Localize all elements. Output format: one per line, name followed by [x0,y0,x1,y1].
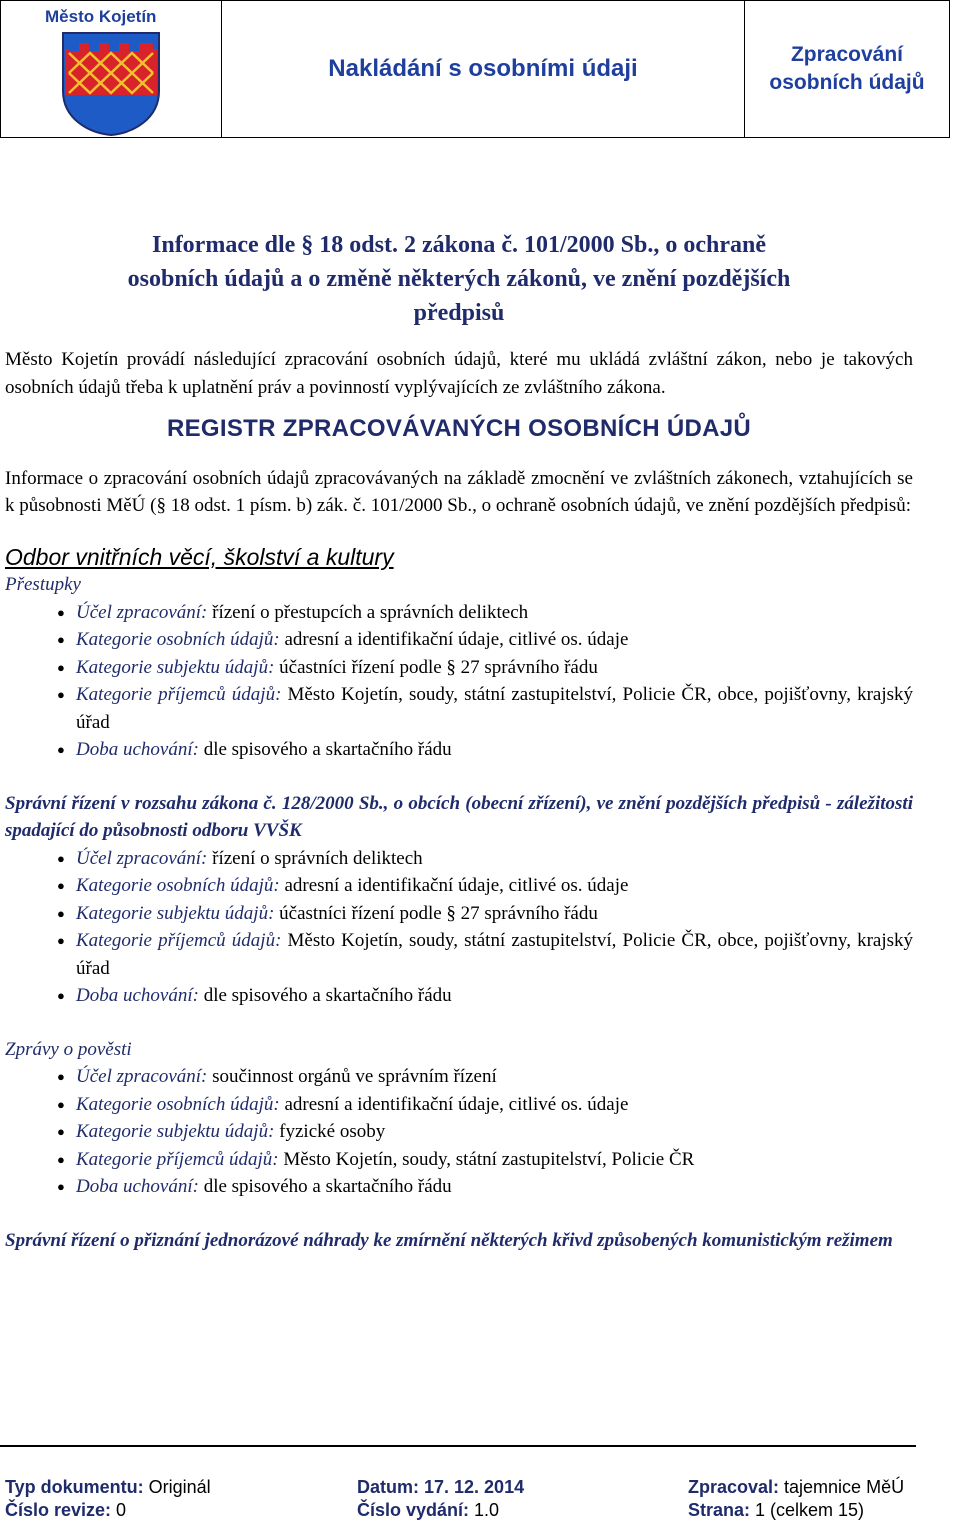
list-item [5,1091,913,1119]
registry-heading: REGISTR ZPRACOVÁVANÝCH OSOBNÍCH ÚDAJŮ [166,415,752,442]
section-spravni-rizeni [5,790,913,1010]
footer-col-middle [357,1476,524,1522]
list-item [5,1146,913,1174]
section-title: Správní řízení v rozsahu zákona č. 128/2000 Sb., o obcích (obecní zřízení), ve znění pozdějších předpisů - záležitosti spadající do působnosti odboru VVŠK [5,792,913,841]
bullet-icon: ● [57,687,65,702]
registry-info-paragraph: Informace o zpracování osobních údajů zpracovávaných na základě zmocnění ve zvláštních zákonech, vztahujících se k působnosti MěÚ (§ 18 odst. 1 písm. b) zák. č. 101/2000 Sb., o ochraně osobních údajů, ve znění pozdějších předpisů: [5,467,913,516]
header-right-line2: osobních údajů [769,71,925,94]
footer-page-value: 1 (celkem 15) [750,1500,865,1520]
document-header [0,0,950,138]
item-label: Kategorie osobních údajů: [76,1093,280,1115]
list-item [5,654,913,682]
item-label: Kategorie příjemců údajů: [76,684,282,705]
footer-col-left [5,1476,211,1522]
section-items [5,845,913,1010]
footer-col-right [688,1476,904,1522]
list-item [5,845,913,873]
header-title-cell [222,1,745,137]
item-label: Doba uchování: [76,739,199,760]
bullet-icon: ● [57,1069,65,1084]
footer-type-value: Originál [143,1477,211,1497]
list-item [5,681,913,736]
item-label: Účel zpracování: [76,847,208,869]
footer-processed-label: Zpracoval: [688,1477,780,1497]
item-label: Kategorie osobních údajů: [76,875,280,896]
department-heading: Odbor vnitřních věcí, školství a kultury [5,543,394,570]
document-title [5,228,913,330]
bullet-icon: ● [57,1096,65,1112]
bullet-icon: ● [57,1124,65,1139]
item-value: Město Kojetín, soudy, státní zastupitelství, Policie ČR [278,1148,695,1170]
list-item [5,900,913,928]
item-label: Účel zpracování: [76,1066,208,1087]
document-title-line: osobních údajů a o změně některých zákonů, ve znění pozdějších [127,266,791,292]
item-value: dle spisového a skartačního řádu [198,739,452,760]
section-zpravy-o-povesti [5,1036,913,1201]
item-label: Doba uchování: [76,985,199,1006]
item-value: řízení o přestupcích a správních deliktech [207,601,529,623]
item-value: Město Kojetín, soudy, státní zastupitelství, Policie ČR, obce, pojišťovny, krajský úřad [76,684,914,733]
footer-issue-label: Číslo vydání: [357,1500,470,1520]
section-prestupky [5,571,913,764]
bullet-icon: ● [57,905,65,921]
section-title: Přestupky [5,574,81,595]
item-value: řízení o správních deliktech [207,847,423,869]
list-item [5,599,913,627]
item-label: Kategorie příjemců údajů: [76,930,282,951]
list-item [5,927,913,982]
document-title-line: Informace dle § 18 odst. 2 zákona č. 101/2000 Sb., o ochraně [152,232,766,258]
header-right-title [769,41,924,97]
item-value: adresní a identifikační údaje, citlivé os. údaje [279,1093,629,1115]
footer-divider [0,1445,916,1447]
footer-processed-value: tajemnice MěÚ [779,1477,905,1497]
item-label: Kategorie subjektu údajů: [76,656,275,678]
bullet-icon: ● [57,632,65,647]
coat-of-arms-icon [61,31,161,137]
footer-issue-value: 1.0 [469,1500,500,1520]
town-name: Město Kojetín [45,7,157,26]
list-item [5,1063,913,1091]
header-right-line1: Zpracování [790,43,904,66]
item-value: součinnost orgánů ve správním řízení [207,1066,497,1087]
bullet-icon: ● [57,604,65,620]
footer-date-label: Datum: [357,1477,419,1497]
document-title-line: předpisů [413,300,505,326]
footer-revision-value: 0 [111,1500,127,1520]
bullet-icon: ● [57,659,65,675]
list-item [5,1118,913,1146]
section-items [5,599,913,764]
list-item [5,982,913,1010]
item-value: účastníci řízení podle § 27 správního řádu [274,656,598,678]
item-value: Město Kojetín, soudy, státní zastupitelství, Policie ČR, obce, pojišťovny, krajský úřad [76,930,914,979]
section-title: Zprávy o pověsti [5,1038,132,1060]
footer-page-label: Strana: [688,1500,751,1520]
item-value: adresní a identifikační údaje, citlivé os. údaje [279,875,629,896]
section-title: Správní řízení o přiznání jednorázové náhrady ke zmírnění některých křivd způsobených komunistickým režimem [5,1229,893,1251]
section-items [5,1063,913,1201]
list-item [5,736,913,764]
item-value: účastníci řízení podle § 27 správního řádu [274,902,598,924]
bullet-icon: ● [57,988,65,1003]
bullet-icon: ● [57,1179,65,1194]
item-label: Doba uchování: [76,1176,199,1197]
header-title: Nakládání s osobními údaji [328,55,638,82]
bullet-icon: ● [57,1151,65,1167]
header-logo-cell [1,1,222,137]
item-label: Kategorie subjektu údajů: [76,902,275,924]
item-label: Kategorie příjemců údajů: [76,1148,279,1170]
intro-paragraph: Město Kojetín provádí následující zpracování osobních údajů, které mu ukládá zvláštní zákon, nebo je takových osobních údajů třeba k uplatnění práv a povinností vyplývajících ze zvláštního zákona. [5,349,913,398]
footer-date-value: 17. 12. 2014 [419,1477,525,1497]
item-label: Kategorie subjektu údajů: [76,1121,275,1142]
item-label: Kategorie osobních údajů: [76,629,280,650]
bullet-icon: ● [57,933,65,948]
item-value: adresní a identifikační údaje, citlivé os. údaje [279,629,629,650]
list-item [5,1173,913,1201]
bullet-icon: ● [57,850,65,866]
footer-revision-label: Číslo revize: [5,1500,112,1520]
bullet-icon: ● [57,878,65,893]
header-right-cell [745,1,949,137]
list-item [5,872,913,900]
item-value: dle spisového a skartačního řádu [198,1176,452,1197]
list-item [5,626,913,654]
item-value: fyzické osoby [274,1121,386,1142]
footer-type-label: Typ dokumentu: [5,1477,144,1497]
item-label: Účel zpracování: [76,601,208,623]
item-value: dle spisového a skartačního řádu [198,985,452,1006]
bullet-icon: ● [57,742,65,757]
section-jednorazova-nahrada [5,1227,913,1255]
document-body [5,228,913,1254]
